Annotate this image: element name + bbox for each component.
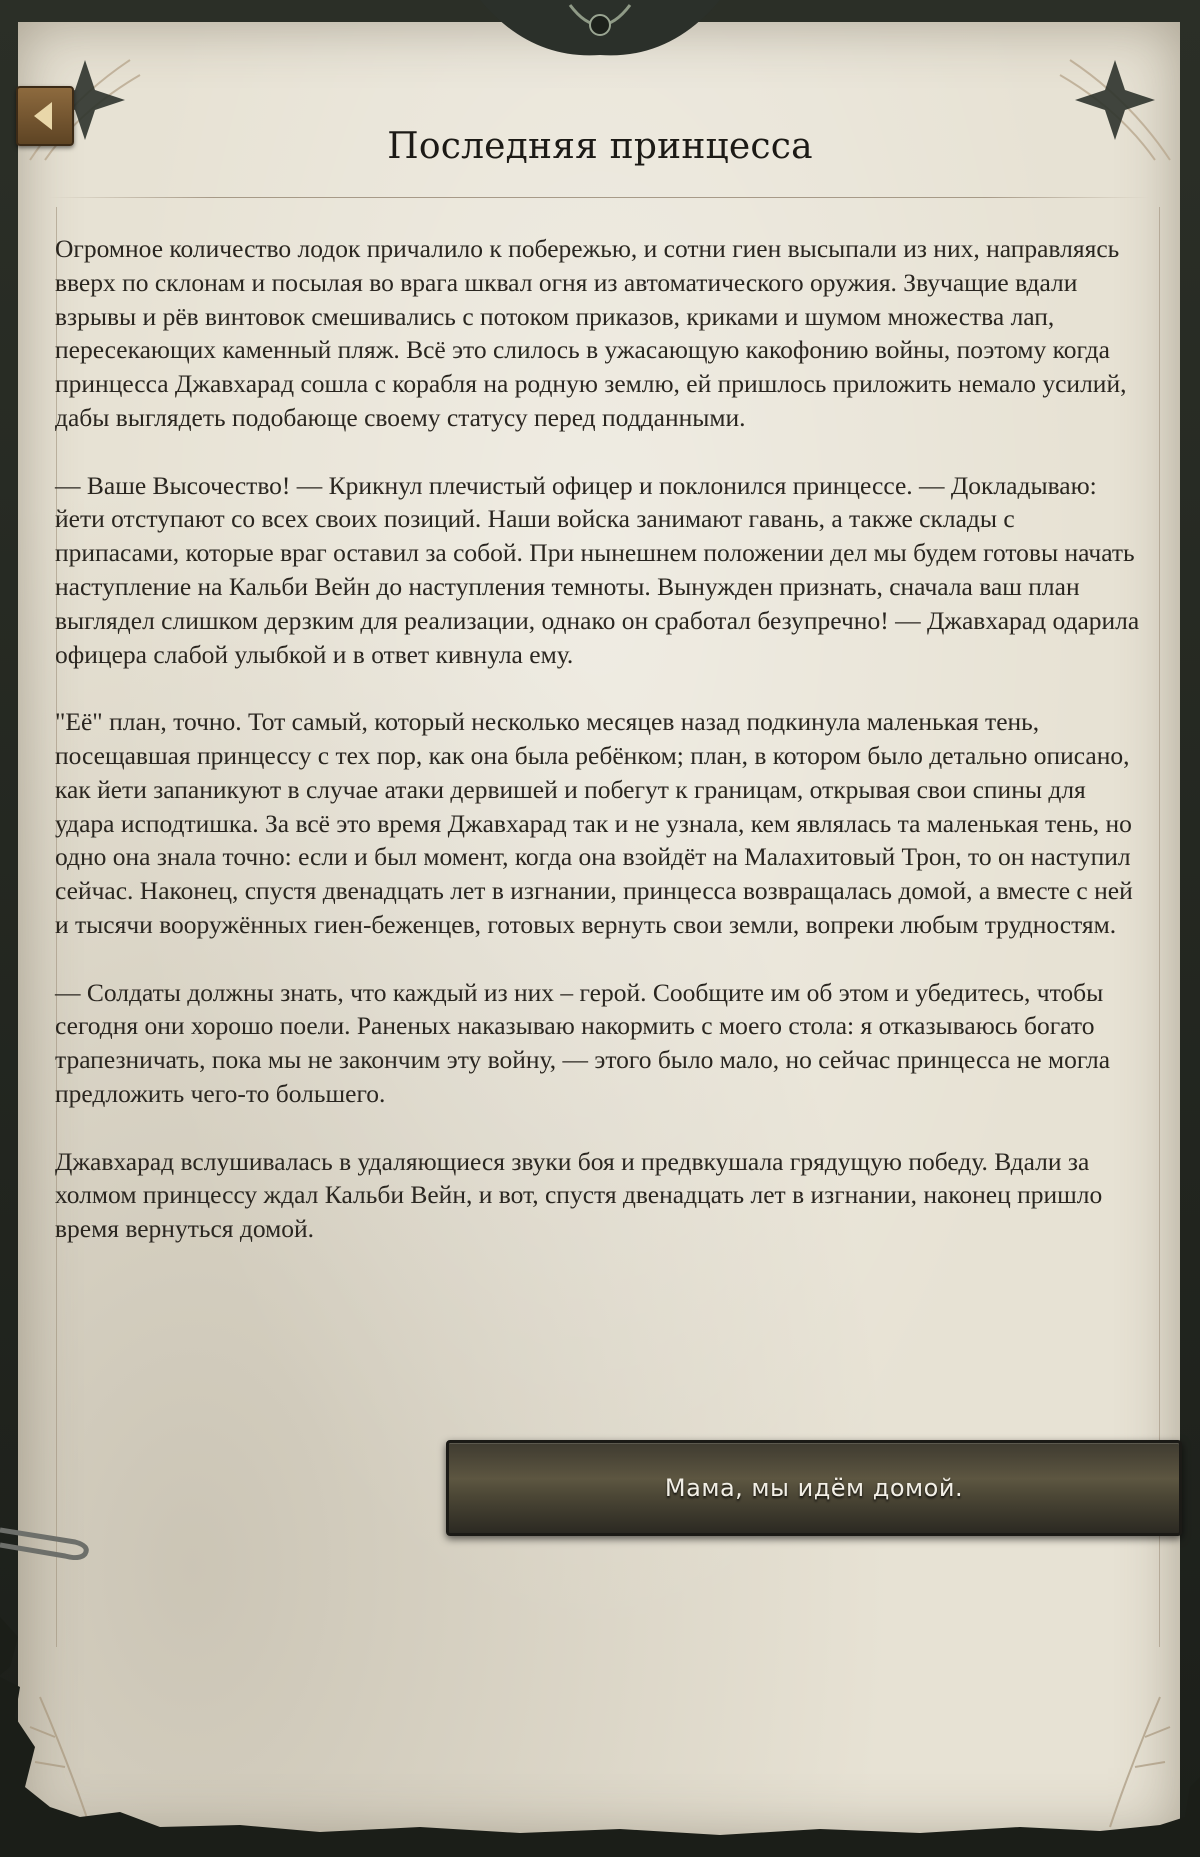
choice-button-label: Мама, мы идём домой. bbox=[664, 1474, 964, 1502]
story-paragraph: Джавхарад вслушивалась в удаляющиеся звуки боя и предвкушала грядущую победу. Вдали за холмом принцессу ждал Кальби Вейн, и вот, спустя двенадцать лет в изгнании, наконец пришло время вернуться домой. bbox=[55, 1146, 1103, 1244]
story-paragraph: "Её" план, точно. Тот самый, который несколько месяцев назад подкинула маленькая тень, посещавшая принцессу с тех пор, как она была ребёнком; план, в котором было детально описано, как йети запаникуют в случае атаки дервишей и побегут к границам, открывая свои спины для удара исподтишка. За всё это время Джавхарад так и не узнала, кем являлась та маленькая тень, но одно она знала точно: если и был момент, когда она взойдёт на Малахитовый Трон, то он наступил сейчас. Наконец, спустя двенадцать лет в изгнании, принцесса возвращалась домой, а вместе с ней и тысячи вооружённых гиен-беженцев, готовых вернуть свои земли, вопреки любым трудностям. bbox=[55, 707, 1133, 939]
story-paragraph: — Ваше Высочество! — Крикнул плечистый офицер и поклонился принцессе. — Докладываю: йети отступают со всех своих позиций. Наши войска занимают гавань, а также склады с припасами, которые враг оставил за собой. При нынешнем положении дел мы будем готовы начать наступление на Кальби Вейн до наступления темноты. Вынужден признать, сначала ваш план выглядел слишком дерзким для реализации, однако он сработал безупречно! — Джавхарад одарила офицера слабой улыбкой и в ответ кивнула ему. bbox=[55, 470, 1140, 669]
story-paragraph: Огромное количество лодок причалило к побережью, и сотни гиен высыпали из них, направляясь вверх по склонам и посылая во врага шквал огня из автоматического оружия. Звучащие вдали взрывы и рёв винтовок смешивались с потоком приказов, криками и шумом множества лап, пересекающих каменный пляж. Всё это слилось в ужасающую какофонию войны, поэтому когда принцесса Джавхарад сошла с корабля на родную землю, ей пришлось приложить немало усилий, дабы выглядеть подобающе своему статусу перед подданными. bbox=[55, 234, 1127, 432]
torn-paper-edge bbox=[0, 1557, 1200, 1857]
paper-clip-icon bbox=[0, 1520, 95, 1560]
choice-button[interactable] bbox=[446, 1440, 1182, 1536]
ornament-crest-icon bbox=[470, 0, 730, 70]
event-title: Последняя принцесса bbox=[387, 126, 813, 167]
story-paragraph: — Солдаты должны знать, что каждый из них – герой. Сообщите им об этом и убедитесь, чтобы сегодня они хорошо поели. Раненых наказываю накормить с моего стола: я отказываюсь богато трапезничать, пока мы не закончим эту войну, — этого было мало, но сейчас принцесса не могла предложить чего-то большего. bbox=[55, 977, 1111, 1108]
event-description bbox=[55, 232, 1140, 1280]
